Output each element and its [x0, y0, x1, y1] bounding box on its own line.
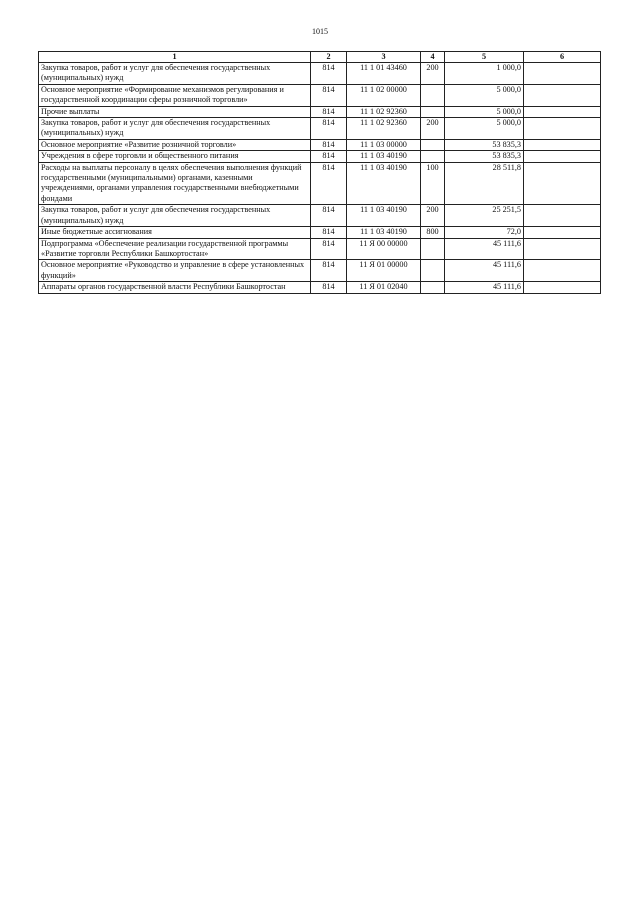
row-ministry: 814 [311, 227, 347, 238]
row-type [421, 106, 445, 117]
header-cell: 3 [347, 52, 421, 63]
row-name: Основное мероприятие «Руководство и управление в сфере установленных функций» [39, 260, 311, 282]
header-cell: 5 [445, 52, 524, 63]
header-cell: 2 [311, 52, 347, 63]
row-ministry: 814 [311, 63, 347, 85]
row-amount: 53 835,3 [445, 151, 524, 162]
row-type [421, 282, 445, 293]
row-code: 11 Я 01 00000 [347, 260, 421, 282]
budget-table [38, 51, 601, 294]
row-code: 11 1 01 43460 [347, 63, 421, 85]
row-name: Закупка товаров, работ и услуг для обеспечения государственных (муниципальных) нужд [39, 63, 311, 85]
row-code: 11 1 03 00000 [347, 139, 421, 150]
row-col6 [524, 205, 601, 227]
row-ministry: 814 [311, 205, 347, 227]
row-ministry: 814 [311, 139, 347, 150]
table-row [39, 162, 601, 205]
row-ministry: 814 [311, 151, 347, 162]
row-code: 11 1 03 40190 [347, 227, 421, 238]
table-row [39, 63, 601, 85]
row-amount: 5 000,0 [445, 106, 524, 117]
row-col6 [524, 238, 601, 260]
row-type: 200 [421, 118, 445, 140]
row-ministry: 814 [311, 282, 347, 293]
row-code: 11 1 03 40190 [347, 151, 421, 162]
row-amount: 45 111,6 [445, 260, 524, 282]
row-name: Основное мероприятие «Формирование механизмов регулирования и государственной координации сферы розничной торговли» [39, 84, 311, 106]
header-row [39, 52, 601, 63]
row-name: Подпрограмма «Обеспечение реализации государственной программы «Развитие торговли Республики Башкортостан» [39, 238, 311, 260]
row-name: Закупка товаров, работ и услуг для обеспечения государственных (муниципальных) нужд [39, 205, 311, 227]
row-amount: 45 111,6 [445, 238, 524, 260]
row-col6 [524, 63, 601, 85]
row-type: 100 [421, 162, 445, 205]
row-code: 11 Я 00 00000 [347, 238, 421, 260]
row-code: 11 Я 01 02040 [347, 282, 421, 293]
row-type: 200 [421, 63, 445, 85]
row-code: 11 1 02 92360 [347, 118, 421, 140]
row-amount: 53 835,3 [445, 139, 524, 150]
table-row [39, 238, 601, 260]
row-type [421, 260, 445, 282]
row-type [421, 238, 445, 260]
row-name: Расходы на выплаты персоналу в целях обеспечения выполнения функций государственными (муниципальными) органами, казенными учреждениями, органами управления государственными внебюджетными фондами [39, 162, 311, 205]
row-name: Основное мероприятие «Развитие розничной торговли» [39, 139, 311, 150]
row-amount: 1 000,0 [445, 63, 524, 85]
row-type: 200 [421, 205, 445, 227]
row-amount: 45 111,6 [445, 282, 524, 293]
row-type: 800 [421, 227, 445, 238]
row-col6 [524, 106, 601, 117]
row-name: Иные бюджетные ассигнования [39, 227, 311, 238]
row-type [421, 84, 445, 106]
row-name: Учреждения в сфере торговли и общественного питания [39, 151, 311, 162]
table-row [39, 260, 601, 282]
row-name: Прочие выплаты [39, 106, 311, 117]
row-amount: 25 251,5 [445, 205, 524, 227]
row-name: Закупка товаров, работ и услуг для обеспечения государственных (муниципальных) нужд [39, 118, 311, 140]
row-col6 [524, 162, 601, 205]
row-code: 11 1 02 92360 [347, 106, 421, 117]
row-col6 [524, 118, 601, 140]
table-row [39, 151, 601, 162]
row-ministry: 814 [311, 106, 347, 117]
table-row [39, 106, 601, 117]
table-row [39, 282, 601, 293]
header-cell: 4 [421, 52, 445, 63]
table-row [39, 139, 601, 150]
row-type [421, 139, 445, 150]
row-amount: 28 511,8 [445, 162, 524, 205]
row-col6 [524, 282, 601, 293]
row-ministry: 814 [311, 162, 347, 205]
row-col6 [524, 260, 601, 282]
table-row [39, 205, 601, 227]
row-ministry: 814 [311, 260, 347, 282]
header-cell: 1 [39, 52, 311, 63]
row-name: Аппараты органов государственной власти Республики Башкортостан [39, 282, 311, 293]
table-row [39, 227, 601, 238]
row-code: 11 1 02 00000 [347, 84, 421, 106]
row-amount: 5 000,0 [445, 84, 524, 106]
row-col6 [524, 151, 601, 162]
row-code: 11 1 03 40190 [347, 162, 421, 205]
table-row [39, 118, 601, 140]
table-row [39, 84, 601, 106]
row-amount: 5 000,0 [445, 118, 524, 140]
header-cell: 6 [524, 52, 601, 63]
row-ministry: 814 [311, 238, 347, 260]
page-number: 1015 [312, 27, 328, 36]
row-type [421, 151, 445, 162]
row-col6 [524, 84, 601, 106]
row-ministry: 814 [311, 118, 347, 140]
row-amount: 72,0 [445, 227, 524, 238]
row-col6 [524, 139, 601, 150]
row-ministry: 814 [311, 84, 347, 106]
row-code: 11 1 03 40190 [347, 205, 421, 227]
row-col6 [524, 227, 601, 238]
